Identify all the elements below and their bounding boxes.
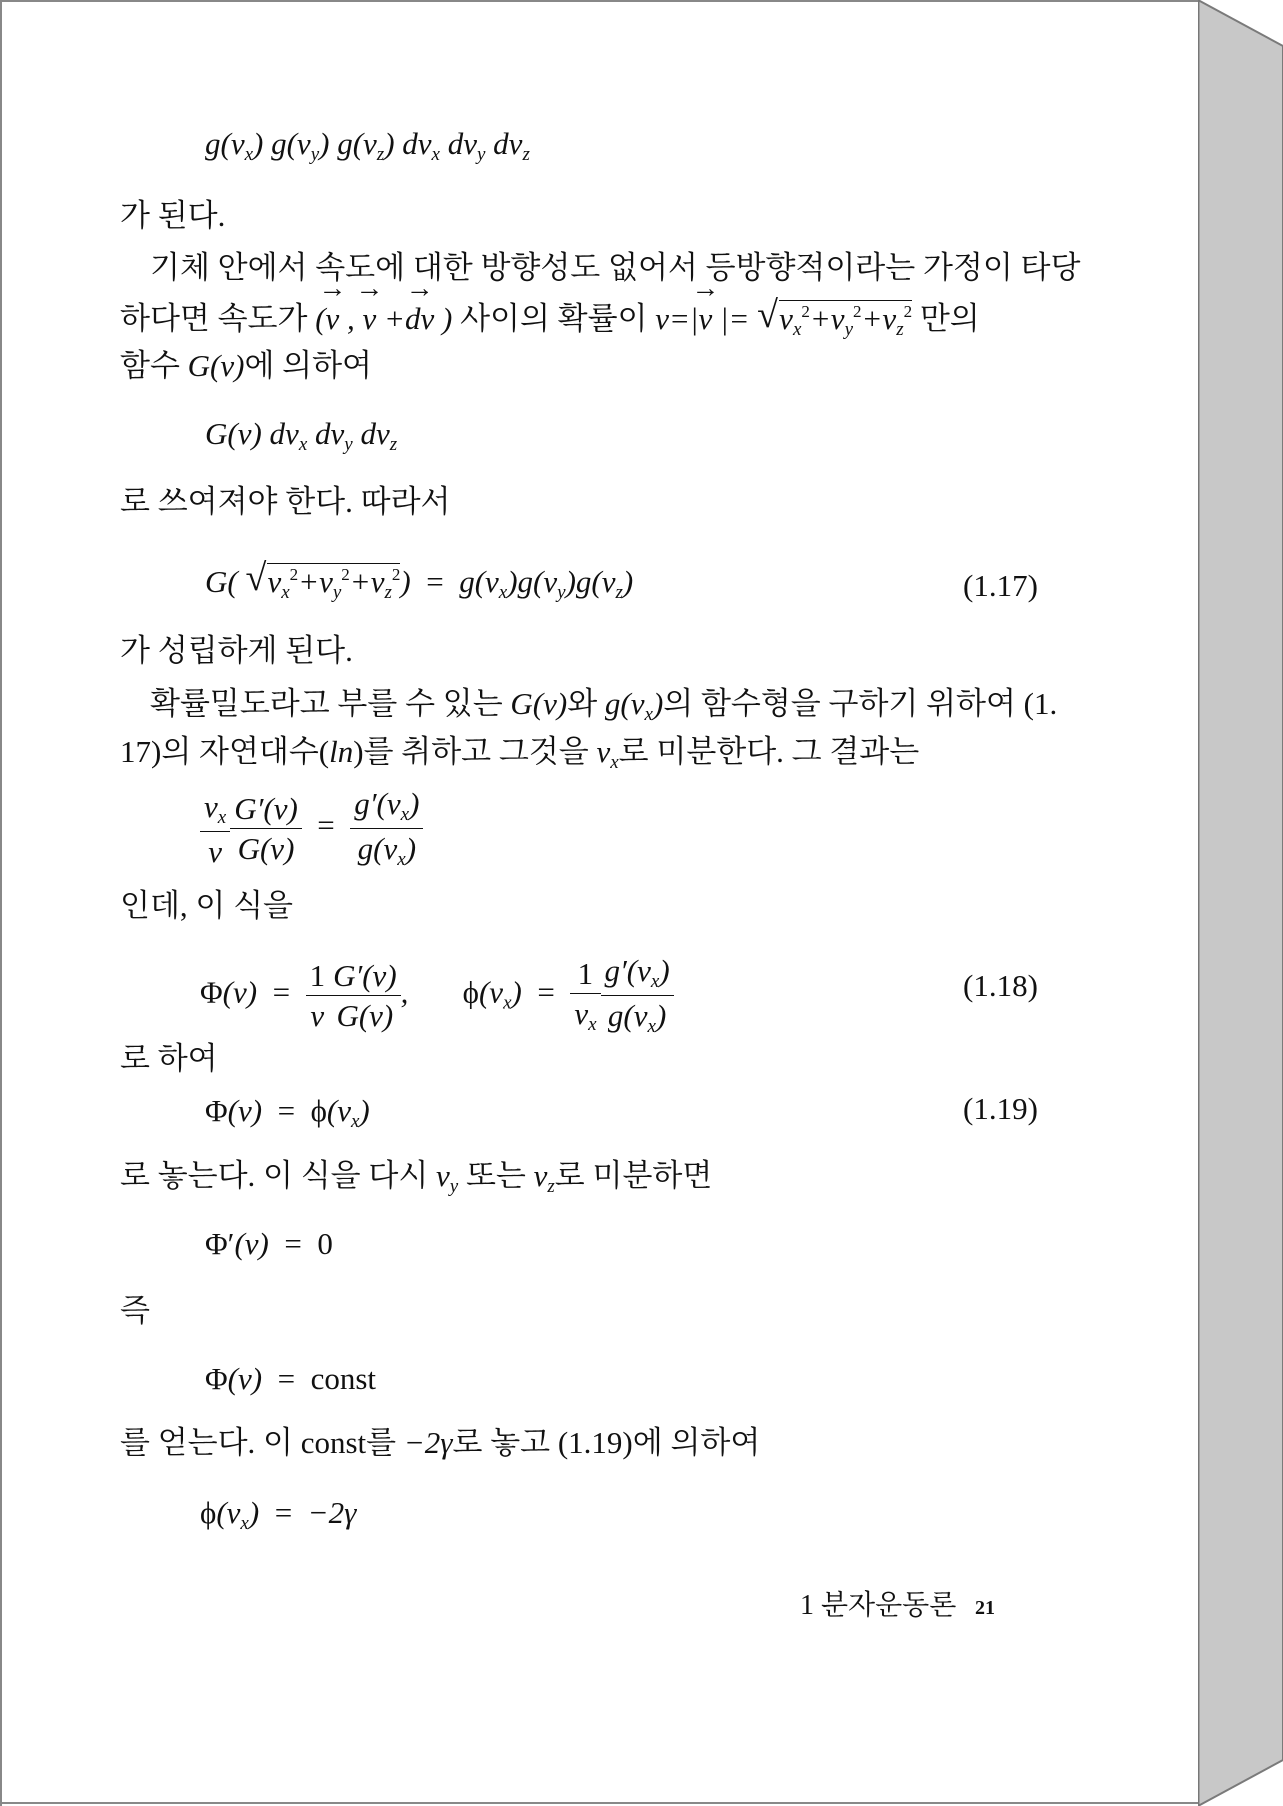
text-line-4-a: 함수 [120, 348, 180, 383]
equation-1-19: $\Phi(v) = \phi(v_x)$ [205, 1093, 370, 1132]
text-line-11-c: 로 미분하면 [554, 1158, 713, 1193]
page-top-edge [0, 0, 1198, 2]
running-footer-chapter: 1 분자운동론 [800, 1590, 957, 1621]
text-line-4 [120, 350, 372, 381]
text-line-7-b: 와 [567, 686, 598, 721]
text-line-2: 기체 안에서 속도에 대한 방향성도 없어서 등방향적이라는 가정이 타당 [150, 250, 1081, 285]
text-line-6: 가 성립하게 된다. [120, 633, 353, 668]
formula-vx-inline: $v_x$ [596, 734, 619, 773]
formula-ln: ln [329, 734, 354, 769]
equation-number-1-17: (1.17) [963, 568, 1038, 603]
page-bottom-edge [0, 1802, 1198, 1804]
formula-const: const [310, 1361, 376, 1396]
text-line-7-a: 확률밀도라고 부를 수 있는 [150, 686, 503, 721]
fraction-Gprime-over-G-2: $\frac{G'(v)}{G(v)}$ [329, 960, 401, 1031]
text-line-11 [120, 1160, 712, 1196]
text-line-3-b: 사이의 확률이 [460, 301, 648, 336]
formula-Phi-prime-zero: Φ′(v) = 0 [205, 1226, 333, 1261]
text-line-8-b: )를 취하고 그것을 [353, 734, 589, 769]
formula-log-derivative: $\frac{v_x}{v}$ $\frac{G'(v)}{G(v)}$ = $\frac{g'(v_x)}{g(v_x)}$ [200, 788, 423, 869]
fraction-vx-over-v: $\frac{v_x}{v}$ [200, 791, 230, 867]
formula-phi-minus-2gamma: $\phi(v_x) = -2\gamma$ [200, 1495, 357, 1534]
formula-vy-inline: $v_y$ [436, 1158, 459, 1197]
text-line-7-c: 의 함수형을 구하기 위하여 (1. [663, 686, 1058, 721]
equation-1-17: G( √ $v_x^2+v_y^2+v_z^2) = g(v_x)g(v_y)g(v_z)$ [205, 557, 634, 603]
text-line-11-b: 또는 [465, 1158, 526, 1193]
formula-gvx-inline: $g(v_x)$ [604, 686, 664, 725]
text-line-5: 로 쓰여져야 한다. 따라서 [120, 484, 451, 519]
equation-1-18: Φ(v) = $\frac{1}{v}$ $\frac{G'(v)}{G(v)}$ , $\phi(v_x)$ = $\frac{1}{v_x}$ $\frac{g'(v_x)}{g(v_x)}$ [200, 955, 674, 1036]
text-line-3 [120, 294, 980, 340]
formula-Gv-inline: G(v) [510, 686, 568, 721]
formula-velocity-interval: (→ v , → v +→ dv ) [315, 301, 460, 336]
text-line-3-a: 하다면 속도가 [120, 301, 308, 336]
book-spine [1198, 0, 1283, 1806]
text-line-11-a: 로 놓는다. 이 식을 다시 [120, 1158, 429, 1193]
text-line-4-b: 에 의하여 [244, 348, 372, 383]
text-line-7 [150, 688, 1057, 724]
formula-zero: 0 [317, 1226, 333, 1261]
fraction-Gprime-over-G: $\frac{G'(v)}{G(v)}$ [230, 793, 302, 864]
text-line-12: 즉 [120, 1293, 150, 1328]
formula-Gv: G(v) [187, 348, 245, 383]
page-number: 21 [975, 1597, 995, 1619]
formula-vz-inline: $v_z$ [533, 1158, 555, 1197]
text-line-13 [120, 1427, 760, 1458]
book-spine-face [1198, 0, 1283, 1806]
text-line-3-c: 만의 [919, 301, 980, 336]
fraction-gprime-over-g-2: $\frac{g'(v_x)}{g(v_x)}$ [601, 955, 674, 1036]
text-line-8 [120, 736, 919, 772]
formula-G-volume: G(v) $dv_x$ $dv_y$ $dv_z$ [205, 416, 398, 455]
text-line-8-a: 17)의 자연대수( [120, 734, 330, 769]
text-line-13-b: const [300, 1425, 367, 1460]
text-line-10: 로 하여 [120, 1041, 218, 1076]
text-line-13-a: 를 얻는다. 이 [120, 1425, 293, 1460]
page-left-edge [0, 0, 2, 1806]
fraction-1-over-v: $\frac{1}{v}$ [306, 960, 330, 1031]
formula-Phi-const: Φ(v) = const [205, 1361, 376, 1396]
text-line-1: 가 된다. [120, 198, 226, 233]
formula-minus-2-gamma: −2γ [403, 1425, 453, 1460]
equation-number-1-19: (1.19) [963, 1091, 1038, 1126]
equation-number-1-18: (1.18) [963, 968, 1038, 1003]
fraction-1-over-vx: $\frac{1}{v_x}$ [570, 958, 600, 1034]
fraction-gprime-over-g: $\frac{g'(v_x)}{g(v_x)}$ [350, 788, 423, 869]
text-line-8-c: 로 미분한다. 그 결과는 [618, 734, 920, 769]
text-line-13-c: 를 [366, 1425, 397, 1460]
formula-product-g: $g(v_x)$ $g(v_y)$ $g(v_z)$ $dv_x$ $dv_y$ $dv_z$ [205, 126, 530, 165]
formula-minus-2-gamma-2: −2γ [307, 1495, 357, 1530]
text-line-13-d: 로 놓고 (1.19)에 의하여 [452, 1425, 761, 1460]
formula-speed-definition: v=|→ v |= √ $v_x^2+v_y^2+v_z^2$ [655, 301, 920, 336]
text-line-9: 인데, 이 식을 [120, 888, 293, 923]
